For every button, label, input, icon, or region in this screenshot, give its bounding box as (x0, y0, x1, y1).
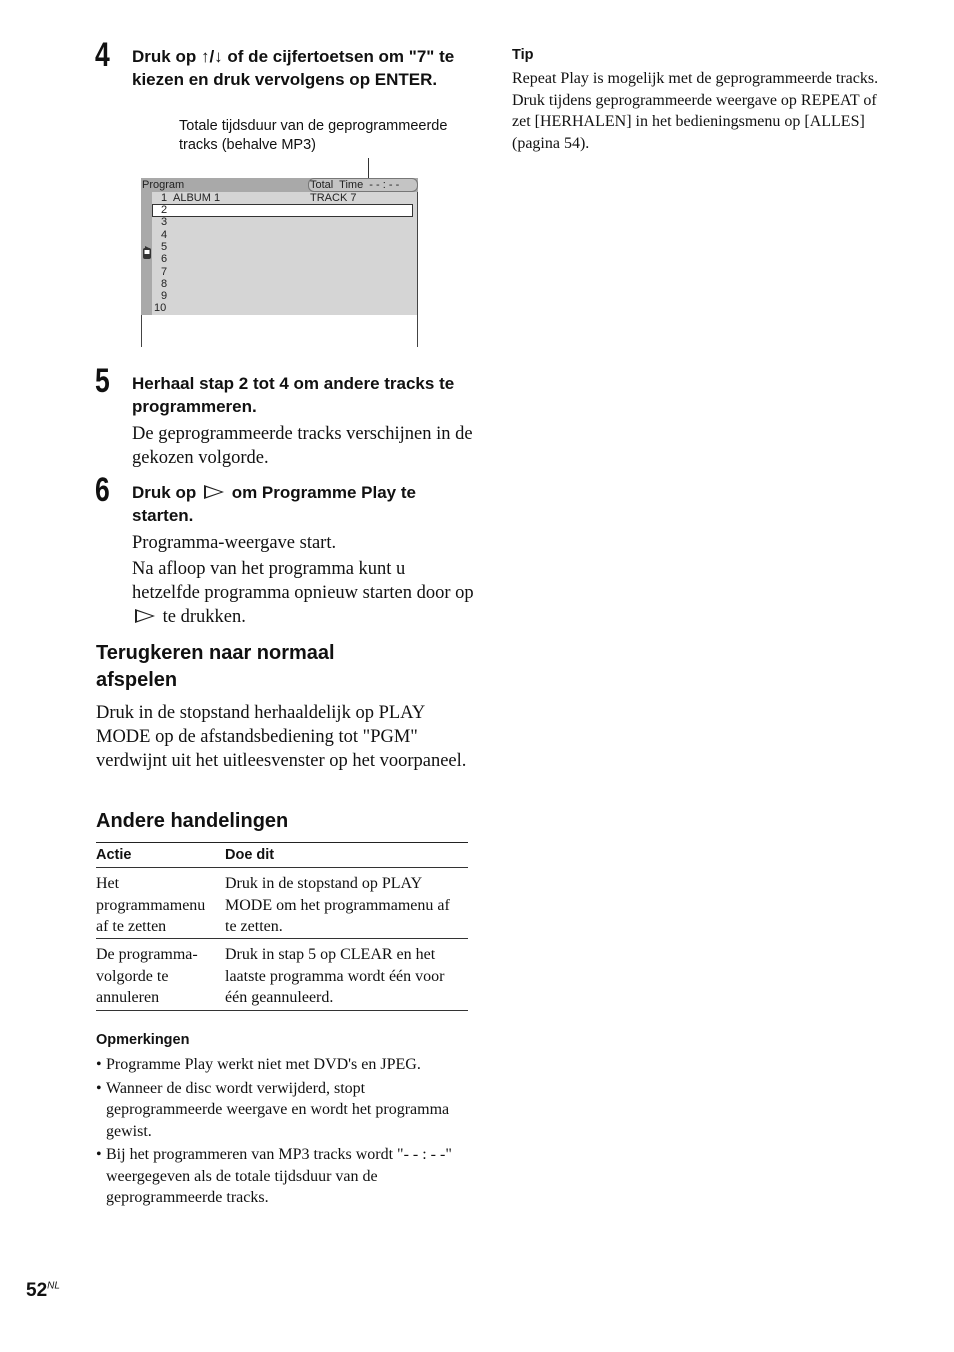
selected-row-highlight (152, 204, 413, 217)
callout-line (368, 158, 369, 180)
up-down-arrow-icon: ↑/↓ (200, 47, 223, 66)
play-icon-inline (135, 609, 155, 623)
tip-heading: Tip (512, 47, 534, 63)
total-time-label: Total Time - - : - - (310, 179, 400, 191)
table-header-action: Actie (96, 847, 132, 863)
row-6-number: 6 (161, 253, 168, 266)
table-row (96, 939, 468, 1011)
row-9-number: 9 (161, 290, 168, 303)
notes-list (96, 1054, 468, 1211)
row-7-number: 7 (161, 265, 168, 278)
step-6-text-b: om Programme Play te starten. (132, 483, 416, 525)
table-header-do: Doe dit (225, 847, 275, 863)
section-normal-playback-text: Druk in de stopstand herhaaldelijk op PLAY MODE op de afstandsbediening tot "PGM" verdwijnt uit het uitleesvenster op het voorpaneel. (96, 703, 467, 771)
row-3-number: 3 (161, 216, 168, 229)
step-number-5: 5 (95, 362, 110, 400)
step-6-description-1: Programma-weergave start. (132, 533, 337, 553)
tip-text: Repeat Play is mogelijk met de geprogrammeerde tracks. Druk tijdens geprogrammeerde weergave op REPEAT of zet [HERHALEN] in het bedieningsmenu op [ALLES] (pagina 54). (512, 70, 879, 152)
row-10-number: 10 (154, 302, 167, 315)
section-heading-other-operations: Andere handelingen (96, 810, 289, 832)
total-time-callout: Totale tijdsduur van de geprogrammeerde tracks (behalve MP3) (179, 118, 448, 153)
step-6-desc-text-b: te drukken. (162, 607, 246, 627)
step-5-instruction: Herhaal stap 2 tot 4 om andere tracks te programmeren. (132, 374, 455, 416)
step-4-text-b: of de cijfertoetsen om "7" te kiezen en druk vervolgens op ENTER. (132, 47, 455, 89)
note-item: • Programme Play werkt niet met DVD's en JPEG. (96, 1054, 468, 1076)
row-1-number: 1 (161, 192, 168, 204)
page-number (26, 1280, 60, 1302)
step-number-6: 6 (95, 471, 110, 509)
play-icon (204, 485, 224, 499)
page-number-value: 52 (26, 1280, 48, 1301)
row-1-track: TRACK 7 (310, 192, 357, 204)
step-number-4: 4 (95, 36, 110, 74)
table-cell-action: De programma-volgorde te annuleren (96, 946, 198, 1006)
table-cell-do: Druk in de stopstand op PLAY MODE om het programmamenu af te zetten. (225, 875, 450, 935)
note-item: • Wanneer de disc wordt verwijderd, stopt geprogrammeerde weergave en wordt het programma gewist. (96, 1078, 468, 1143)
step-6-instruction (132, 481, 477, 527)
program-label: Program (142, 179, 185, 191)
screen-right-border (417, 178, 418, 347)
table-cell-action: Het programmamenu af te zetten (96, 875, 206, 935)
step-6-description-2 (132, 557, 477, 629)
note-item: • Bij het programmeren van MP3 tracks wordt "- - : - -" weergegeven als de totale tijdsduur van de geprogrammeerde tracks. (96, 1144, 468, 1209)
operations-table (96, 842, 468, 1011)
row-4-number: 4 (161, 228, 168, 241)
step-5-description: De geprogrammeerde tracks verschijnen in de gekozen volgorde. (132, 424, 473, 468)
language-code: NL (47, 1280, 60, 1292)
step-6-text-a: Druk op (132, 483, 197, 502)
step-4-instruction (132, 45, 477, 91)
step-4-text-a: Druk op (132, 47, 201, 66)
row-1-album: ALBUM 1 (173, 192, 221, 204)
program-screen (141, 178, 418, 347)
table-row (96, 868, 468, 939)
table-cell-do: Druk in stap 5 op CLEAR en het laatste programma wordt één voor één geannuleerd. (225, 946, 445, 1006)
row-2-number: 2 (161, 204, 168, 216)
row-5-number: 5 (161, 240, 168, 253)
row-8-number: 8 (161, 277, 168, 290)
section-heading-normal-playback: Terugkeren naar normaal afspelen (96, 642, 335, 691)
notes-heading: Opmerkingen (96, 1032, 190, 1048)
step-6-desc-text-a: Na afloop van het programma kunt u hetzelfde programma opnieuw starten door op (132, 559, 474, 603)
table-header-row (96, 843, 468, 868)
disc-cursor-icon (142, 246, 152, 260)
